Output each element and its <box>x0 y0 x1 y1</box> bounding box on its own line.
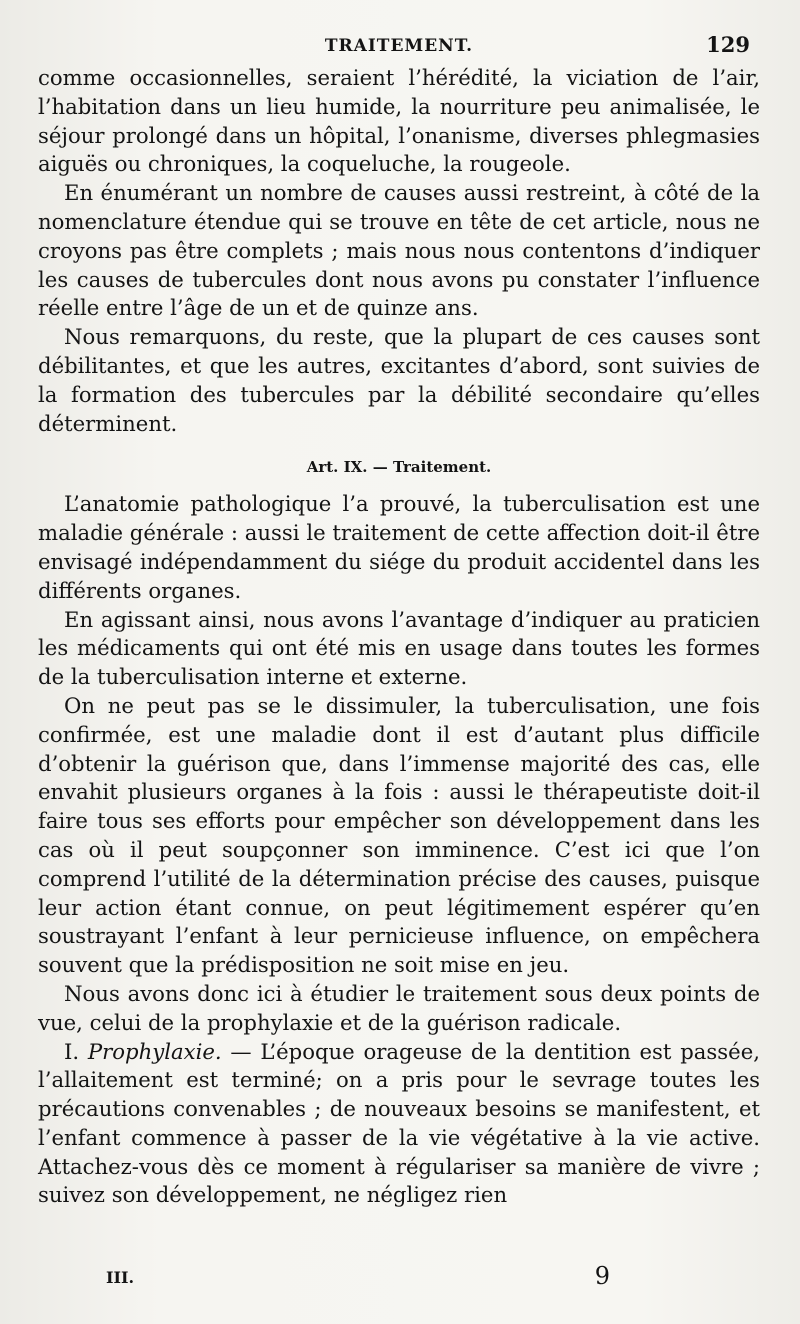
running-title: TRAITEMENT. <box>324 36 474 56</box>
paragraph: On ne peut pas se le dissimuler, la tuberculisation, une fois confirmée, est une maladie dont il est d’autant plus difficile d’obtenir la guérison que, dans l’immense majorité des cas, elle envahit plusieurs organes à la fois : aussi le thérapeutiste doit-il faire tous ses efforts pour empêcher son développement dans les cas où il peut soupçonner son imminence. C’est ici que l’on comprend l’utilité de la détermination précise des causes, puisque leur action étant connue, on peut légitimement espérer qu’en soustrayant l’enfant à leur pernicieuse influence, on empêchera souvent que la prédisposition ne soit mise en jeu. <box>38 692 760 978</box>
subsection-text: — L’époque orageuse de la dentition est passée, l’allaitement est terminé; on a pris pour le sevrage toutes les précautions convenables ; de nouveaux besoins se manifestent, et l’enfant commence à passer de la vie végétative à la vie active. Attachez-vous dès ce moment à régulariser sa manière de vivre ; suivez son développement, ne négligez rien <box>38 1038 760 1208</box>
paragraph: En agissant ainsi, nous avons l’avantage d’indiquer au praticien les médicaments qui ont été mis en usage dans toutes les formes de la tuberculisation interne et externe. <box>38 606 760 690</box>
page-footer <box>38 1262 760 1298</box>
page-number: 129 <box>706 32 750 57</box>
paragraph: Nous remarquons, du reste, que la plupart de ces causes sont débilitantes, et que les autres, excitantes d’abord, sont suivies de la formation des tubercules par la débilité secondaire qu’elles déterminent. <box>38 324 760 436</box>
running-head <box>38 30 760 64</box>
subsection-term: Prophylaxie. <box>87 1038 222 1064</box>
paragraph: L’anatomie pathologique l’a prouvé, la tuberculisation est une maladie générale : aussi le traitement de cette affection doit-il être envisagé indépendamment du siége du produit accidentel dans les différents organes. <box>38 491 760 603</box>
body-text <box>38 64 760 1210</box>
subsection-numeral: I. <box>64 1038 80 1064</box>
signature-mark: III. <box>106 1268 135 1287</box>
section-heading: Art. IX. — Traitement. <box>306 458 492 477</box>
paragraph-prophylaxie <box>38 1038 760 1211</box>
paragraph: comme occasionnelles, seraient l’hérédité, la viciation de l’air, l’habitation dans un lieu humide, la nourriture peu animalisée, le séjour prolongé dans un hôpital, l’onanisme, diverses phlegmasies aiguës ou chroniques, la coqueluche, la rougeole. <box>38 65 760 177</box>
paragraph: En énumérant un nombre de causes aussi restreint, à côté de la nomenclature étendue qui se trouve en tête de cet article, nous ne croyons pas être complets ; mais nous nous contentons d’indiquer les causes de tubercules dont nous avons pu constater l’influence réelle entre l’âge de un et de quinze ans. <box>38 180 760 321</box>
sheet-number: 9 <box>594 1262 610 1290</box>
paragraph: Nous avons donc ici à étudier le traitement sous deux points de vue, celui de la prophylaxie et de la guérison radicale. <box>38 980 760 1035</box>
